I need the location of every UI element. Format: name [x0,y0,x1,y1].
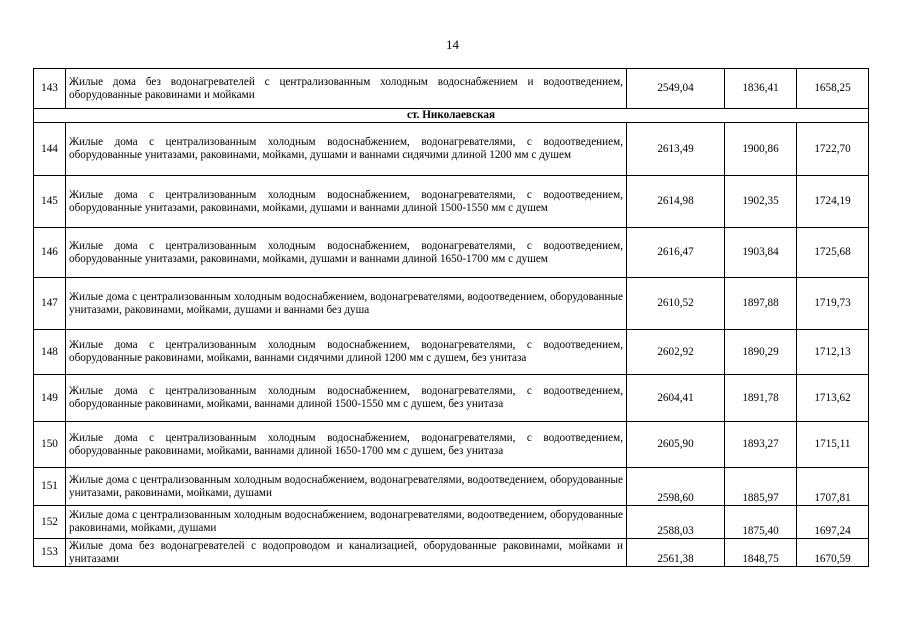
table-row [34,176,869,228]
row-description: Жилые дома с централизованным холодным водоснабжением, водонагревателями, с водоотведением, оборудованные унитазами, раковинами, мойками, душами и ваннами сидячими длиной 1200 мм с душем [66,123,627,176]
row-description: Жилые дома с централизованным холодным водоснабжением, водонагревателями, водоотведением, оборудованные унитазами, раковинами, мойками, душами и ваннами без душа [66,278,627,330]
value-col-2: 1875,40 [725,506,797,539]
value-col-2: 1897,88 [725,278,797,330]
row-number: 153 [34,539,66,567]
section-title: ст. Николаевская [34,109,869,123]
value-col-1: 2614,98 [627,176,725,228]
value-col-2: 1885,97 [725,468,797,506]
row-number: 143 [34,69,66,109]
value-col-1: 2616,47 [627,228,725,278]
row-number: 149 [34,375,66,422]
row-number: 148 [34,330,66,375]
row-description: Жилые дома с централизованным холодным водоснабжением, водонагревателями, с водоотведением, оборудованные раковинами, мойками, ваннами длиной 1650-1700 мм с душем, без унитаза [66,422,627,468]
value-col-3: 1719,73 [797,278,869,330]
row-number: 144 [34,123,66,176]
table-row [34,468,869,506]
value-col-2: 1893,27 [725,422,797,468]
value-col-3: 1724,19 [797,176,869,228]
row-description: Жилые дома с централизованным холодным водоснабжением, водонагревателями, с водоотведением, оборудованные раковинами, мойками, ваннами длиной 1500-1550 мм с душем, без унитаза [66,375,627,422]
value-col-1: 2605,90 [627,422,725,468]
table-row [34,330,869,375]
value-col-1: 2561,38 [627,539,725,567]
table-row [34,69,869,109]
value-col-1: 2549,04 [627,69,725,109]
section-row [34,109,869,123]
table-row [34,228,869,278]
row-description: Жилые дома без водонагревателей с водопроводом и канализацией, оборудованные раковинами, мойками и унитазами [66,539,627,567]
table-row [34,278,869,330]
row-description: Жилые дома с централизованным холодным водоснабжением, водонагревателями, с водоотведением, оборудованные унитазами, раковинами, мойками, душами и ваннами длиной 1650-1700 мм с душем [66,228,627,278]
value-col-2: 1848,75 [725,539,797,567]
row-description: Жилые дома с централизованным холодным водоснабжением, водонагревателями, с водоотведением, оборудованные раковинами, мойками, ваннами сидячими длиной 1200 мм с душем, без унитаза [66,330,627,375]
table-row [34,123,869,176]
value-col-2: 1902,35 [725,176,797,228]
table-row [34,375,869,422]
value-col-3: 1707,81 [797,468,869,506]
value-col-1: 2598,60 [627,468,725,506]
table-row [34,539,869,567]
row-number: 147 [34,278,66,330]
row-description: Жилые дома без водонагревателей с централизованным холодным водоснабжением и водоотведением, оборудованные раковинами и мойками [66,69,627,109]
row-number: 151 [34,468,66,506]
value-col-1: 2602,92 [627,330,725,375]
page-number: 14 [446,37,459,52]
value-col-3: 1722,70 [797,123,869,176]
row-number: 146 [34,228,66,278]
value-col-3: 1715,11 [797,422,869,468]
value-col-2: 1890,29 [725,330,797,375]
value-col-1: 2613,49 [627,123,725,176]
row-number: 145 [34,176,66,228]
value-col-3: 1697,24 [797,506,869,539]
row-description: Жилые дома с централизованным холодным водоснабжением, водонагревателями, водоотведением, оборудованные раковинами, мойками, душами [66,506,627,539]
tariff-table [33,68,869,567]
value-col-2: 1891,78 [725,375,797,422]
value-col-1: 2610,52 [627,278,725,330]
value-col-3: 1725,68 [797,228,869,278]
value-col-1: 2604,41 [627,375,725,422]
table-row [34,506,869,539]
value-col-2: 1836,41 [725,69,797,109]
table-row [34,422,869,468]
row-description: Жилые дома с централизованным холодным водоснабжением, водонагревателями, с водоотведением, оборудованные унитазами, раковинами, мойками, душами и ваннами длиной 1500-1550 мм с душем [66,176,627,228]
value-col-2: 1900,86 [725,123,797,176]
value-col-3: 1713,62 [797,375,869,422]
value-col-2: 1903,84 [725,228,797,278]
value-col-1: 2588,03 [627,506,725,539]
value-col-3: 1670,59 [797,539,869,567]
row-number: 150 [34,422,66,468]
row-number: 152 [34,506,66,539]
value-col-3: 1712,13 [797,330,869,375]
tariff-table-body [34,69,869,567]
row-description: Жилые дома с централизованным холодным водоснабжением, водонагревателями, водоотведением, оборудованные унитазами, раковинами, мойками, душами [66,468,627,506]
value-col-3: 1658,25 [797,69,869,109]
